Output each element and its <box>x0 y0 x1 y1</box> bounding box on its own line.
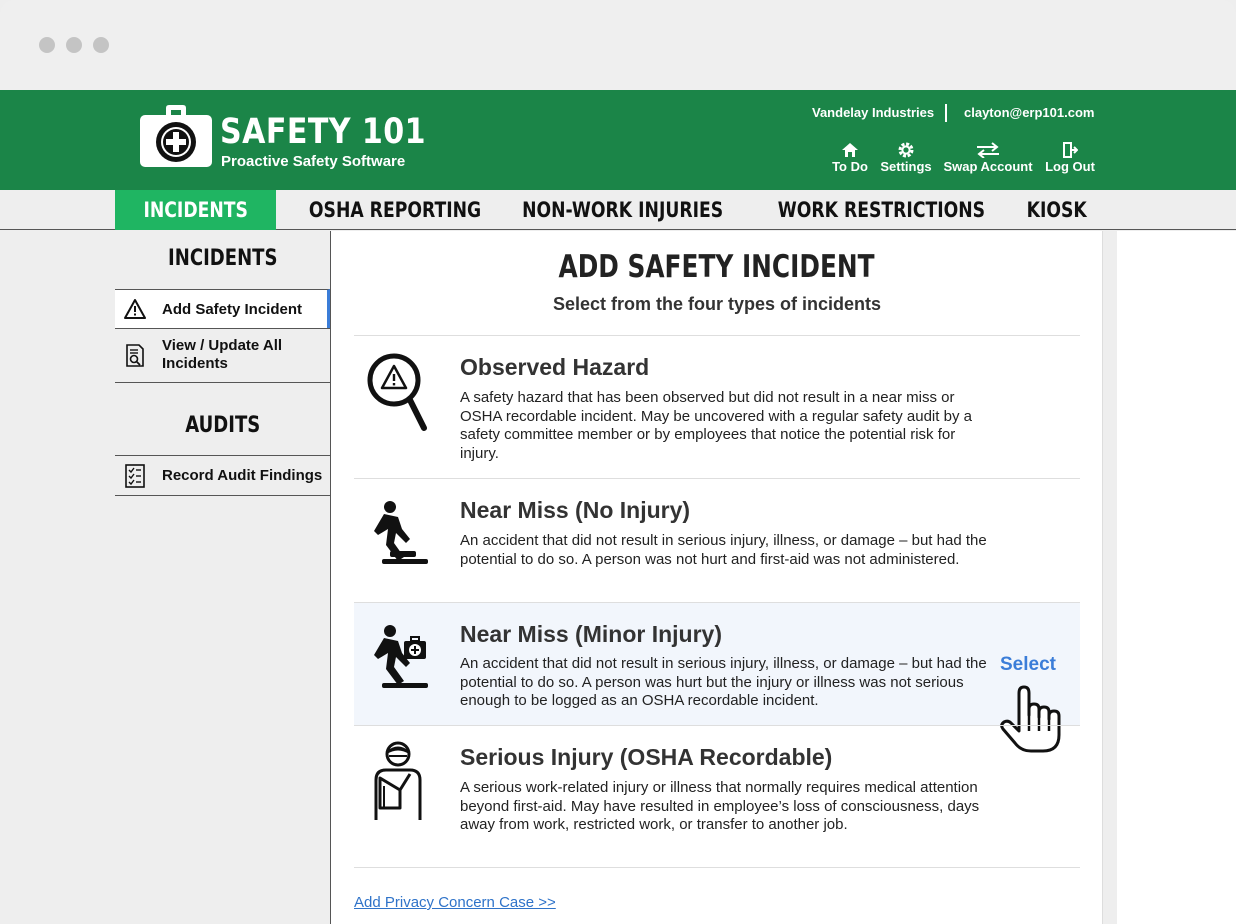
incident-type-near-miss-minor-injury[interactable] <box>354 602 1080 725</box>
list-bottom-divider <box>354 867 1080 868</box>
main-panel <box>331 231 1103 924</box>
tab-incidents-label: INCIDENTS <box>143 198 248 222</box>
select-button[interactable]: Select <box>1000 654 1056 675</box>
sidebar-item-view-update-incidents[interactable] <box>115 328 330 382</box>
incident-type-title: Serious Injury (OSHA Recordable) <box>460 744 833 770</box>
account-separator <box>945 104 947 122</box>
sidebar-heading-incidents-text: INCIDENTS <box>167 246 278 271</box>
tab-work-restrictions-label: WORK RESTRICTIONS <box>777 198 986 222</box>
main-tabs <box>0 190 1236 230</box>
warning-icon <box>123 298 147 320</box>
sidebar-item-record-audit-findings[interactable] <box>115 455 330 495</box>
company-name[interactable]: Vandelay Industries <box>812 105 935 120</box>
sidebar <box>115 231 330 924</box>
slipping-person-first-aid-icon <box>368 623 432 693</box>
tab-osha-reporting[interactable] <box>290 190 480 230</box>
tab-kiosk[interactable] <box>1010 190 1104 230</box>
injured-person-icon <box>370 740 430 822</box>
window-dot-minimize[interactable] <box>66 37 82 53</box>
gear-icon <box>898 142 914 158</box>
slipping-person-icon <box>368 499 432 569</box>
incident-type-title: Near Miss (Minor Injury) <box>460 621 722 647</box>
tab-incidents[interactable] <box>115 190 276 230</box>
incident-type-near-miss-no-injury[interactable] <box>354 478 1080 602</box>
swap-account-label: Swap Account <box>943 159 1033 174</box>
right-pane <box>1117 231 1236 924</box>
sidebar-heading-audits-text: AUDITS <box>184 413 261 438</box>
magnifier-hazard-icon <box>366 350 430 434</box>
sidebar-heading-incidents <box>115 246 330 271</box>
todo-button[interactable] <box>830 142 870 174</box>
settings-button[interactable] <box>880 142 932 174</box>
browser-chrome <box>0 0 1236 90</box>
brand-title: SAFETY 101 <box>220 112 427 152</box>
tab-osha-reporting-label: OSHA REPORTING <box>308 198 482 222</box>
user-email[interactable]: clayton@erp101.com <box>964 105 1095 120</box>
incident-type-description: A safety hazard that has been observed but did not result in a near miss or OSHA recordable incident. May be uncovered with a regular safety audit by a safety committee member or by employees that notice the potential risk for injury. <box>460 389 972 462</box>
first-aid-kit-logo-icon[interactable] <box>140 105 212 167</box>
incident-type-title: Near Miss (No Injury) <box>460 497 691 523</box>
incident-type-title: Observed Hazard <box>460 354 650 380</box>
checklist-icon <box>125 464 145 488</box>
swap-account-button[interactable] <box>942 142 1034 174</box>
todo-label: To Do <box>832 159 868 174</box>
logout-label: Log Out <box>1045 159 1095 174</box>
sidebar-item-label: Add Safety Incident <box>162 301 303 318</box>
home-icon <box>841 142 859 158</box>
swap-icon <box>974 142 1002 158</box>
sidebar-item-label: View / Update All Incidents <box>162 337 283 372</box>
sidebar-heading-audits <box>115 413 330 438</box>
incident-type-description: A serious work-related injury or illness that normally requires medical attention beyond first-aid. May have resulted in employee’s loss of consciousness, days away from work, restricted work, or transfer to another job. <box>460 779 980 833</box>
incident-type-description: An accident that did not result in serious injury, illness, or damage – but had the potential to do so. A person was not hurt and first-aid was not administered. <box>460 532 987 568</box>
incident-type-observed-hazard[interactable] <box>354 335 1080 478</box>
tab-kiosk-label: KIOSK <box>1026 198 1088 222</box>
logout-icon <box>1062 142 1078 158</box>
tab-work-restrictions[interactable] <box>755 190 987 230</box>
document-search-icon <box>125 344 145 368</box>
incident-type-description: An accident that did not result in serious injury, illness, or damage – but had the potential to do so. A person was hurt but the injury or illness was not serious enough to be logged as an OSHA recordable incident. <box>460 655 987 709</box>
page-title-text: ADD SAFETY INCIDENT <box>558 249 876 285</box>
sidebar-item-label: Record Audit Findings <box>162 467 323 484</box>
sidebar-divider <box>115 495 330 496</box>
add-privacy-concern-link[interactable]: Add Privacy Concern Case >> <box>354 894 556 911</box>
window-dot-close[interactable] <box>39 37 55 53</box>
incident-type-serious-injury[interactable] <box>354 725 1080 867</box>
sidebar-divider <box>115 382 330 383</box>
window-dot-maximize[interactable] <box>93 37 109 53</box>
settings-label: Settings <box>880 159 932 174</box>
page-subtitle: Select from the four types of incidents <box>552 294 882 314</box>
app-header <box>0 90 1236 190</box>
sidebar-item-add-safety-incident[interactable] <box>115 289 330 328</box>
brand-subtitle: Proactive Safety Software <box>221 153 406 170</box>
logout-button[interactable] <box>1044 142 1096 174</box>
page-title <box>331 249 1103 285</box>
tab-non-work-injuries[interactable] <box>500 190 740 230</box>
tab-non-work-injuries-label: NON-WORK INJURIES <box>522 198 724 222</box>
